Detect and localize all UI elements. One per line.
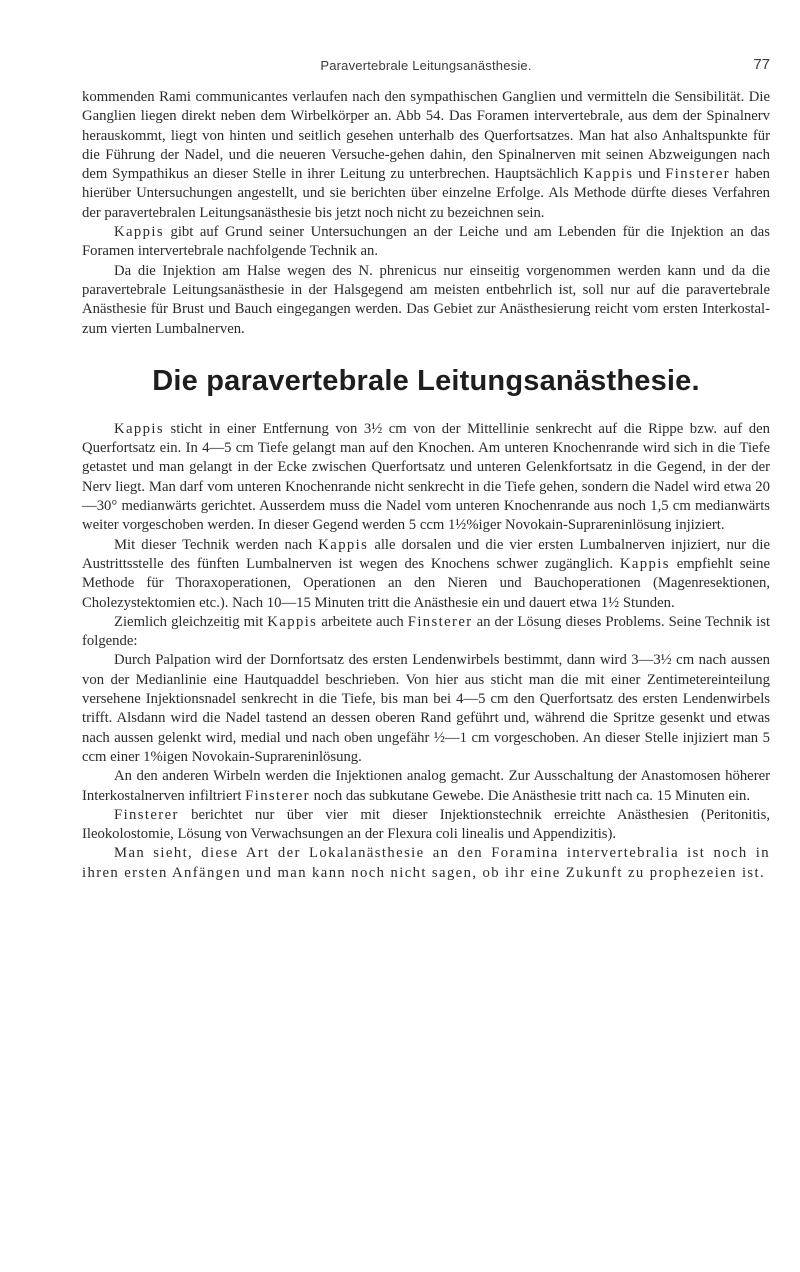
author-name: Finsterer	[665, 166, 731, 183]
paragraph-finsterer-results	[82, 806, 770, 845]
paragraph-text: An den anderen Wirbeln werden die Injektionen analog gemacht. Zur Ausschaltung der Anastomosen höherer Interkostalnerven infiltriert	[82, 768, 770, 804]
author-name: Kappis	[318, 536, 369, 553]
paragraph-text: gibt auf Grund seiner Untersuchungen an der Leiche und am Lebenden für die Injektion an das Foramen intervertebrale nachfolgende Technik an.	[82, 224, 771, 260]
author-name: Finsterer	[407, 613, 473, 630]
author-name: Kappis	[267, 613, 318, 630]
author-name: Kappis	[114, 224, 165, 241]
paragraph-text: Mit dieser Technik werden nach	[114, 536, 313, 553]
paragraph-text: Ziemlich gleichzeitig mit	[114, 613, 264, 630]
paragraph-text: arbeitete auch	[321, 613, 404, 630]
page-body	[82, 88, 770, 883]
paragraph-text: haben hierüber Untersuchungen angestellt, und sie berichten über einzelne Erfolge. Als Methode dürfte dieses Verfahren der paravertebralen Leitungsanästhesie bis jetzt noch nicht zu bezeichnen sein.	[82, 166, 771, 221]
paragraph-text: alle dorsalen und die vier ersten Lumbalnerven injiziert, nur die Austrittsstelle des fünften Lumbalnerven ist wegen des Knochens schwer zugänglich.	[82, 536, 771, 572]
paragraph-finsterer-intro	[82, 613, 770, 652]
page-number: 77	[753, 56, 770, 73]
section-heading: Die paravertebrale Leitungsanästhesie.	[152, 364, 700, 397]
paragraph-text: noch das subkutane Gewebe. Die Anästhesie tritt nach ca. 15 Minuten ein.	[313, 787, 751, 804]
running-header: Paravertebrale Leitungsanästhesie.	[320, 58, 532, 73]
paragraph-text: sticht in einer Entfernung von 3½ cm von der Mittellinie senkrecht auf die Rippe bzw. auf den Querfortsatz ein. In 4—5 cm Tiefe gelangt man auf den Knochen. Am unteren Knochenrande wird sich in die Tiefe getastet und man gelangt in der Ecke zwischen Querfortsatz und unteren Gelenkfortsatz in die Gegend, in der der Nerv liegt. Man darf vom unteren Knochenrande nicht senkrecht in die Tiefe gehen, sondern die Nadel wird etwa 20—30° medianwärts gerichtet. Ausserdem muss die Nadel vom unteren Knochenrande aus noch 1,5 cm medianwärts weiter vorgeschoben werden. In dieser Gegend werden 5 ccm 1½%iger Novokain-Suprareninlösung injiziert.	[82, 420, 771, 534]
paragraph-kappis-technique-intro	[82, 223, 770, 262]
paragraph-text: kommenden Rami communicantes verlaufen nach den sympathischen Ganglien und vermitteln die Sensibilität. Die Ganglien liegen direkt neben dem Wirbelkörper an. Abb 54. Das Foramen intervertebrale, aus dem der Spinalnerv herauskommt, liegt von hinten und seitlich gesehen unterhalb des Querfortsatzes. Man hat also Anhaltspunkte für die Führung der Nadel, und die neueren Versuche-gehen dahin, den Spinalnerven mit seinen Abzweigungen nach dem Sympathikus an dieser Stelle in ihrer Leitung zu unterbrechen. Hauptsächlich	[82, 89, 770, 183]
paragraph-palpation: Durch Palpation wird der Dornfortsatz des ersten Lendenwirbels bestimmt, dann wird 3—3½ cm nach aussen von der Medianlinie eine Hautquaddel beschrieben. Von hier aus sticht man die mit einer Zentimetereinteilung versehene Injektionsnadel senkrecht in die Tiefe, bis man bei 4—5 cm den Querfortsatz des ersten Lendenwirbels trifft. Alsdann wird die Nadel tastend an dessen oberen Rand geführt und, während die Spritze gesenkt und etwas nach aussen gelenkt wird, medial und nach oben ungefähr ½—1 cm vorgeschoben. An dieser Stelle injiziert man 5 ccm einer 1%igen Novokain-Suprareninlösung.	[82, 652, 770, 765]
paragraph-text: an der Lösung dieses Problems. Seine Technik ist folgende:	[82, 613, 771, 650]
paragraph-kappis-method	[82, 420, 770, 536]
paragraph-text: berichtet nur über vier mit dieser Injektionstechnik erreichte Anästhesien (Peritonitis, Ileokolostomie, Lösung von Verwachsungen an der Flexura coli linealis und Appendizitis).	[82, 806, 770, 843]
author-name: Finsterer	[245, 787, 310, 804]
paragraph-andere-wirbel	[82, 767, 770, 806]
paragraph-lumbalnerven	[82, 536, 770, 613]
paragraph-text: empfiehlt seine Methode für Thoraxoperationen, Operationen an den Nieren und Bauchoperationen (Magenresektionen, Cholezystektomien etc.). Nach 10—15 Minuten tritt die Anästhesie ein und dauert etwa 1½ Stunden.	[82, 555, 771, 611]
author-name: Finsterer	[114, 806, 179, 823]
paragraph-conclusion: Man sieht, diese Art der Lokalanästhesie an den Foramina intervertebralia ist noch in ihren ersten Anfängen und man kann noch nicht sagen, ob ihr eine Zukunft zu prophezeien ist.	[82, 845, 770, 881]
paragraph-text: und	[638, 166, 661, 183]
paragraph-halse-injektion: Da die Injektion am Halse wegen des N. phrenicus nur einseitig vorgenommen werden kann und da die paravertebrale Leitungsanästhesie in der Halsgegend am meisten entbehrlich ist, soll nur auf die paravertebrale Anästhesie für Brust und Bauch eingegangen werden. Das Gebiet zur Anästhesierung reicht vom ersten Interkostal- zum vierten Lumbalnerven.	[82, 262, 770, 337]
author-name: Kappis	[583, 166, 634, 183]
author-name: Kappis	[114, 420, 165, 437]
author-name: Kappis	[619, 555, 670, 572]
paragraph-rami-communicantes	[82, 88, 770, 223]
